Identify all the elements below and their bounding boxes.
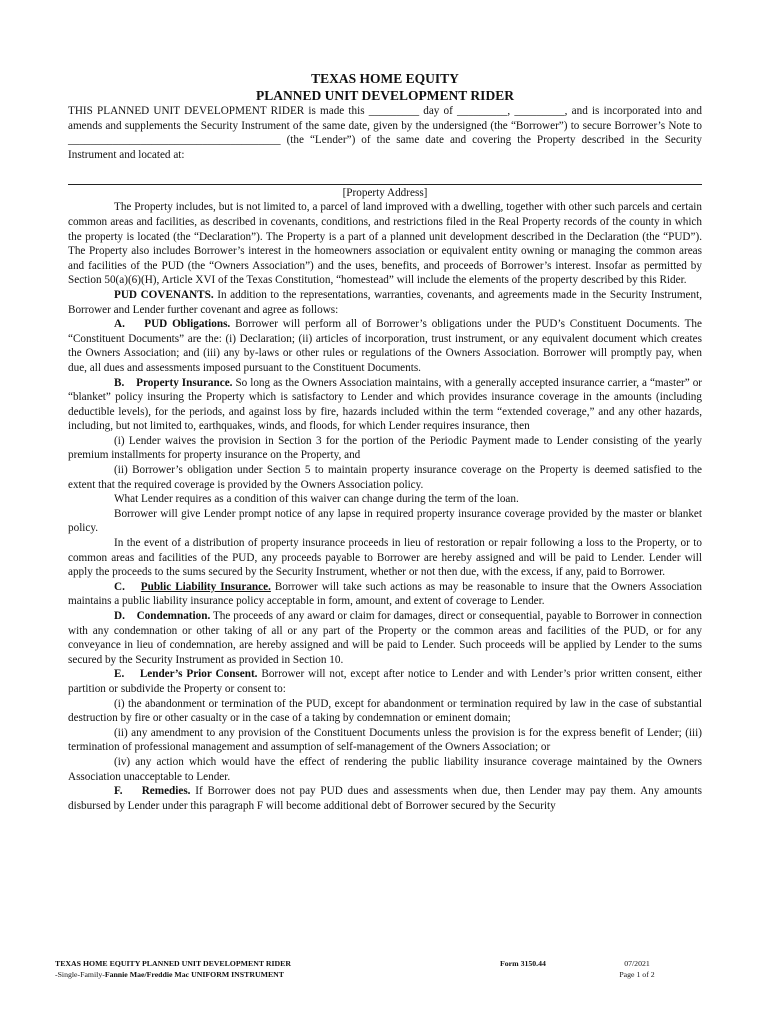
- section-f-label: F.: [114, 785, 123, 798]
- section-a-label: A.: [114, 318, 125, 331]
- property-address-label: [Property Address]: [342, 187, 428, 200]
- section-c-text: Borrower will take such actions as may be reasonable to insure that the Owners Association maintains a public liability insurance policy acceptable in form, amount, and extent of coverage to Lender.: [68, 580, 703, 608]
- section-e-text: Borrower will not, except after notice to Lender and with Lender’s prior written consent, either partition or subdivide the Property or consent to:: [68, 668, 702, 695]
- section-e-item-iv: (iv) any action which would have the effect of rendering the public liability insurance coverage maintained by the Owners Association unacceptable to Lender.: [68, 755, 702, 783]
- section-b-item-ii: (ii) Borrower’s obligation under Section 5 to maintain property insurance coverage on the Property is deemed satisfied to the extent that the required coverage is provided by the Owners Association policy.: [68, 464, 702, 491]
- covenants-paragraph: [68, 288, 702, 317]
- covenants-heading: PUD COVENANTS.: [114, 288, 214, 301]
- section-c-title: Public Liability Insurance.: [140, 580, 271, 593]
- section-e-item-ii: (ii) any amendment to any provision of the Constituent Documents unless the provision is for the express benefit of Lender; (iii) termination of professional management and assumption of self-management of the Owners Association; or: [68, 726, 702, 754]
- footer-agency: Fannie Mae/Freddie Mac: [104, 970, 190, 979]
- section-b-item-i: (i) Lender waives the provision in Section 3 for the portion of the Periodic Payment made to Lender consisting of the yearly premium installments for property insurance on the Property, and: [68, 434, 702, 462]
- property-paragraph: The Property includes, but is not limited to, a parcel of land improved with a dwelling, together with other such parcels and certain common areas and facilities, as described in covenants, conditions, and restrictions filed in the Real Property records of the county in which the property is located (the “Declaration”). The Property is a part of a planned unit development described in the Declaration (the “PUD”). The Property also includes Borrower’s interest in the homeowners association or equivalent entity owning or managing the common areas and facilities of the PUD (the “Owners Association”) and the uses, benefits, and proceeds of Borrower’s interest. Insofar as permitted by Section 50(a)(6)(H), Article XVI of the Texas Constitution, “homestead” will include the elements of the property described by this Rider.: [68, 201, 702, 287]
- covenants-text: In addition to the representations, warranties, covenants, and agreements made in the Security Instrument, Borrower and Lender further covenant and agree as follows:: [68, 288, 703, 316]
- section-d-label: D.: [114, 610, 125, 622]
- footer-date: 07/2021: [624, 959, 650, 968]
- section-f-title: Remedies.: [141, 785, 191, 798]
- intro-paragraph: THIS PLANNED UNIT DEVELOPMENT RIDER is made this _________ day of _________, _________, and is incorporated into and amends and supplements the Security Instrument of the same date, given by the undersigned (the “Borrower”) to secure Borrower’s Note to ______________________________________ (the “Lender”) of the same date and covering the Property described in the Security Instrument and located at:: [68, 105, 702, 161]
- property-address-line[interactable]: [68, 184, 702, 185]
- footer-date-page: [612, 958, 662, 980]
- section-e: [68, 667, 702, 696]
- section-b-title: Property Insurance.: [136, 376, 233, 389]
- section-a: [68, 317, 702, 375]
- footer-family: -Single-Family-: [55, 970, 105, 979]
- title-line-2: PLANNED UNIT DEVELOPMENT RIDER: [256, 88, 514, 103]
- title-line-1: TEXAS HOME EQUITY: [311, 71, 459, 86]
- section-e-item-i: (i) the abandonment or termination of the PUD, except for abandonment or termination required by law in the case of substantial destruction by fire or other casualty or in the case of a taking by condemnation or eminent domain;: [68, 697, 702, 725]
- section-a-text: Borrower will perform all of Borrower’s obligations under the PUD’s Constituent Documents. The “Constituent Documents” are the: (i) Declaration; (ii) articles of incorporation, trust instrument, or any equivalent document which creates the Owners Association; and (iii) any by-laws or other rules or regulations of the Owners Association. Borrower will promptly pay, when due, all dues and assessments imposed pursuant to the Constituent Documents.: [68, 318, 702, 374]
- section-d: [68, 609, 702, 667]
- section-e-title: Lender’s Prior Consent.: [139, 668, 258, 681]
- section-b-label: B.: [114, 376, 125, 389]
- footer-rider-name: TEXAS HOME EQUITY PLANNED UNIT DEVELOPMENT RIDER: [55, 959, 291, 968]
- section-b-text: So long as the Owners Association maintains, with a generally accepted insurance carrier, a “master” or “blanket” policy insuring the Property which is satisfactory to Lender and which provides insurance coverage in the amounts (including deductible levels), for the periods, and against loss by fire, hazards included within the term “extended coverage,” and any other hazards, including, but not limited to, earthquakes, winds, and floods, for which Lender requires insurance, then: [68, 376, 703, 433]
- section-a-title: PUD Obligations.: [144, 318, 231, 331]
- section-d-title: Condemnation.: [136, 610, 211, 622]
- footer-form-title: [55, 958, 291, 980]
- section-d-text: The proceeds of any award or claim for damages, direct or consequential, payable to Borrower in connection with any condemnation or other taking of all or any part of the Property or the common areas and facilities of the PUD, or for any conveyance in lieu of condemnation, are hereby assigned and will be paid to Lender. Such proceeds will be applied by Lender to the sums secured by the Security Instrument as provided in Section 10.: [68, 610, 702, 666]
- section-c: [68, 580, 702, 609]
- document-page: [68, 70, 702, 813]
- footer-uniform: UNIFORM INSTRUMENT: [189, 970, 284, 979]
- footer-page-number: Page 1 of 2: [619, 970, 655, 979]
- section-e-label: E.: [114, 668, 125, 681]
- footer-instrument: [55, 969, 291, 980]
- section-c-label: C.: [114, 580, 125, 593]
- section-b-para-3: In the event of a distribution of property insurance proceeds in lieu of restoration or repair following a loss to the Property, or to common areas and facilities of the PUD, any proceeds payable to Borrower are hereby assigned and will be paid to Lender. Lender will apply the proceeds to the sums secured by the Security Instrument, whether or not then due, with the excess, if any, paid to Borrower.: [68, 537, 702, 579]
- section-b: [68, 376, 702, 434]
- section-b-para-1: What Lender requires as a condition of this waiver can change during the term of the loan.: [114, 493, 519, 506]
- section-f: [68, 784, 702, 813]
- footer-form-number: Form 3150.44: [500, 959, 546, 968]
- section-f-text: If Borrower does not pay PUD dues and assessments when due, then Lender may pay them. Any amounts disbursed by Lender under this paragraph F will become additional debt of Borrower secured by the Security: [68, 785, 703, 812]
- section-b-para-2: Borrower will give Lender prompt notice of any lapse in required property insurance coverage provided by the master or blanket policy.: [68, 507, 702, 535]
